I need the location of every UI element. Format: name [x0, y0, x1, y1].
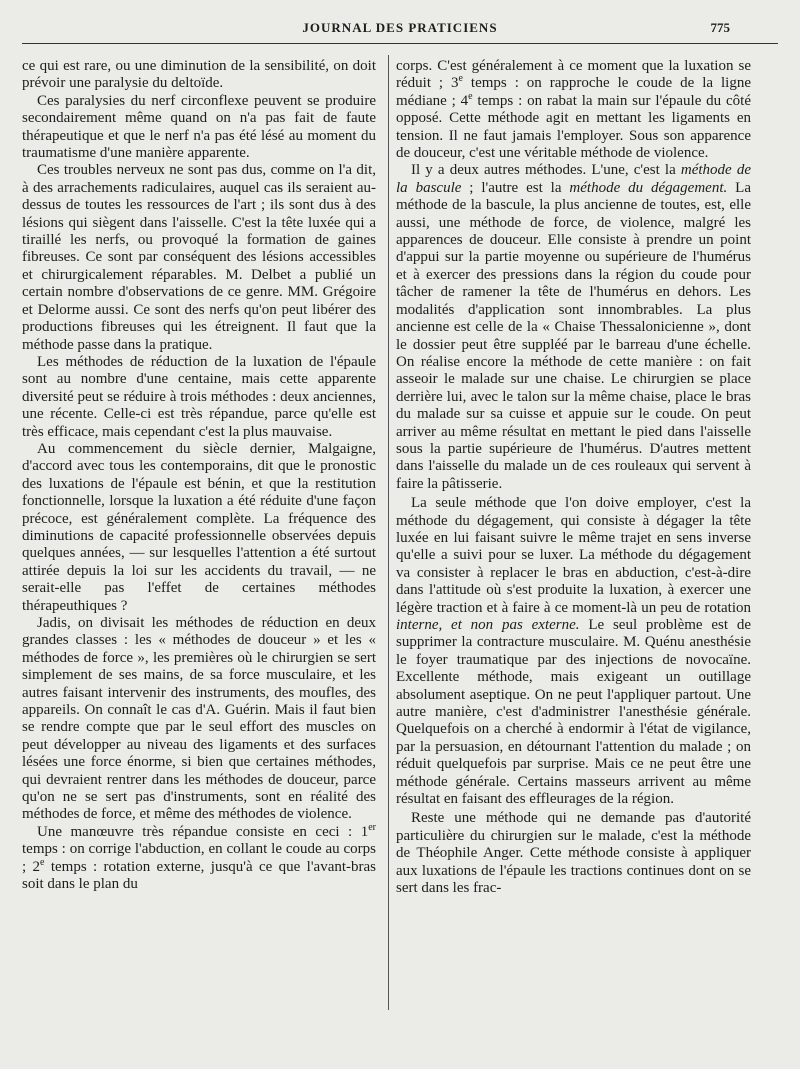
text-run: corps. C'est généralement à ce moment que la luxation se réduit ; 3	[396, 58, 751, 92]
paragraph	[22, 821, 377, 894]
text-run: temps : on rabat la main sur l'épaule du côté opposé. Cette méthode agit en mettant les ligaments en tension. Il ne faut jamais l'employer. Sous son apparence de douceur, c'est une véritable méthode de violence.	[396, 92, 751, 162]
ordinal-suffix: er	[368, 821, 376, 833]
left-column	[22, 58, 376, 894]
paragraph: Ces paralysies du nerf circonflexe peuvent se produire secondairement même quand on n'a pas fait de faute thérapeutique et que le nerf n'a pas été lésé au moment du traumatisme d'une manière apparente.	[22, 92, 376, 162]
text-run: temps : rotation externe, jusqu'à ce que l'avant-bras soit dans le plan du	[22, 858, 377, 893]
page-number: 775	[710, 20, 730, 35]
paragraph: Jadis, on divisait les méthodes de réduction en deux grandes classes : les « méthodes de douceur » et les « méthodes de force », les premières où le chirurgien se sert simplement de ses mains, de sa force musculaire, et les autres faisant intervenir des instruments, des moufles, des appareils. On connaît le cas d'A. Guérin. Mais il faut bien se rendre compte que par le seul effort des muscles on peut développer au niveau des ligaments et des surfaces lésées une force énorme, si bien que certaines méthodes, qui devraient rentrer dans les méthodes de douceur, parce qu'on ne se sert pas d'instruments, sont en réalité des méthodes de force, et même des méthodes de violence.	[22, 615, 376, 823]
header-rule	[22, 43, 778, 44]
ordinal-suffix: e	[40, 856, 45, 868]
paragraph	[396, 495, 751, 808]
journal-title: JOURNAL DES PRATICIENS	[302, 20, 498, 35]
text-run: ; l'autre est la	[461, 179, 570, 196]
ordinal-suffix: e	[468, 90, 473, 102]
running-header	[0, 14, 800, 46]
ordinal-suffix: e	[458, 73, 463, 85]
text-run: La seule méthode que l'on doive employer, c'est la méthode du dégagement, qui consiste à dégager la tête luxée en lui faisant suivre le même trajet en sens inverse qu'elle a suivi pour se luxer. La méthode du dégagement va consister à replacer le bras en abduction, c'est-à-dire dans l'attitude où s'est produite la luxation, à exercer une légère traction et à faire à ce moment-là un peu de rotation	[396, 495, 751, 616]
text-run: temps : on corrige l'abduction, en collant le coude au corps ; 2	[22, 841, 376, 875]
column-divider	[388, 55, 389, 1010]
text-run: La méthode de la bascule, la plus ancienne de toutes, est, elle aussi, une méthode de force, de violence, malgré les apparences de douceur. Elle consiste à prendre un point d'appui sur la partie moyenne ou supérieure de l'humérus et à exercer des pressions dans la région du coude pour tâcher de ramener la tête de l'humérus en dehors. Les modalités d'application sont innombrables. La plus ancienne est celle de la « Chaise Thessalonicienne », dont le dossier peut être suppléé par le barreau d'une échelle. On réalise encore la méthode de cette manière : on fait asseoir le malade sur une chaise. Le chirurgien se place derrière lui, avec le talon sur la même chaise, place le bras du malade sur sa cuisse et appuie sur le coude. On peut arriver au même résultat en mettant le pied dans l'aisselle sous la partie supérieure de l'humérus. D'autres mettent dans l'aisselle du malade un de ces rouleaux qui servent à faire la pâtisserie.	[396, 179, 751, 492]
italic-term: méthode du dégagement.	[569, 179, 728, 196]
paragraph: Au commencement du siècle dernier, Malgaigne, d'accord avec tous les contemporains, dit que le pronostic des luxations de l'épaule est bénin, et que la restitution fonctionnelle, lorsque la luxation a été réduite d'une façon précoce, est généralement complète. La fréquence des diminutions de capacité professionnelle observées depuis quelques années, — sur lesquelles l'attention a été surtout attirée depuis la loi sur les accidents du travail, — ne serait-elle pas l'effet de certaines méthodes thérapeuthiques ?	[22, 440, 376, 614]
text-run: Le seul problème est de supprimer la contracture musculaire. M. Quénu anesthésie le foyer traumatique par des injections de novocaïne. Excellente méthode, mais exigeant un outillage absolument aseptique. On ne peut l'appliquer partout. Une autre manière, c'est d'administrer l'anesthésie générale. Quelquefois on a cherché à endormir à l'état de vigilance, par la persuasion, en détournant l'attention du malade ; on réduit quelquefois par surprise. Mais ce ne peut être une méthode générale. Certains masseurs arrivent au même résultat en faisant des effleurages de la région.	[396, 617, 751, 808]
text-run: Il y a deux autres méthodes. L'une, c'est la	[411, 162, 681, 179]
paragraph	[396, 162, 751, 493]
paragraph	[396, 58, 751, 162]
right-column	[396, 58, 751, 898]
paragraph: Ces troubles nerveux ne sont pas dus, comme on l'a dit, à des arrachements radiculaires, auquel cas ils seraient au-dessus de toutes les ressources de l'art ; ils sont dus à des lésions qui siègent dans l'aisselle. C'est la tête luxée qui a tiraillé les nerfs, ou provoqué la formation de gaines fibreuses. Ce sont par conséquent des lésions accessibles et chirurgicalement réparables. M. Delbet a publié un certain nombre d'observations de ce genre. MM. Grégoire et Delorme aussi. Ce sont des nerfs qu'on peut libérer des productions fibreuses qui les étreignent. Il faut que la méthode passe dans la pratique.	[22, 162, 376, 353]
paragraph: Reste une méthode qui ne demande pas d'autorité particulière du chirurgien sur le malade, c'est la méthode de Théophile Anger. Cette méthode consiste à appliquer aux luxations de l'épaule les tractions continues dont on se sert dans les frac-	[396, 810, 751, 897]
text-run: temps : on rapproche le coude de la ligne médiane ; 4	[396, 75, 751, 109]
italic-term: méthode de la bascule	[396, 162, 751, 196]
paragraph: Les méthodes de réduction de la luxation de l'épaule sont au nombre d'une centaine, mais cette apparente diversité peut se réduire à trois méthodes : deux anciennes, une récente. Celle-ci est très répandue, parce qu'elle est très efficace, mais cependant c'est la plus mauvaise.	[22, 353, 376, 440]
italic-term: interne, et non pas externe.	[396, 617, 580, 633]
text-run: Une manœuvre très répandue consiste en ceci : 1	[37, 823, 369, 840]
paragraph: ce qui est rare, ou une diminution de la sensibilité, on doit prévoir une paralysie du deltoïde.	[22, 58, 376, 92]
